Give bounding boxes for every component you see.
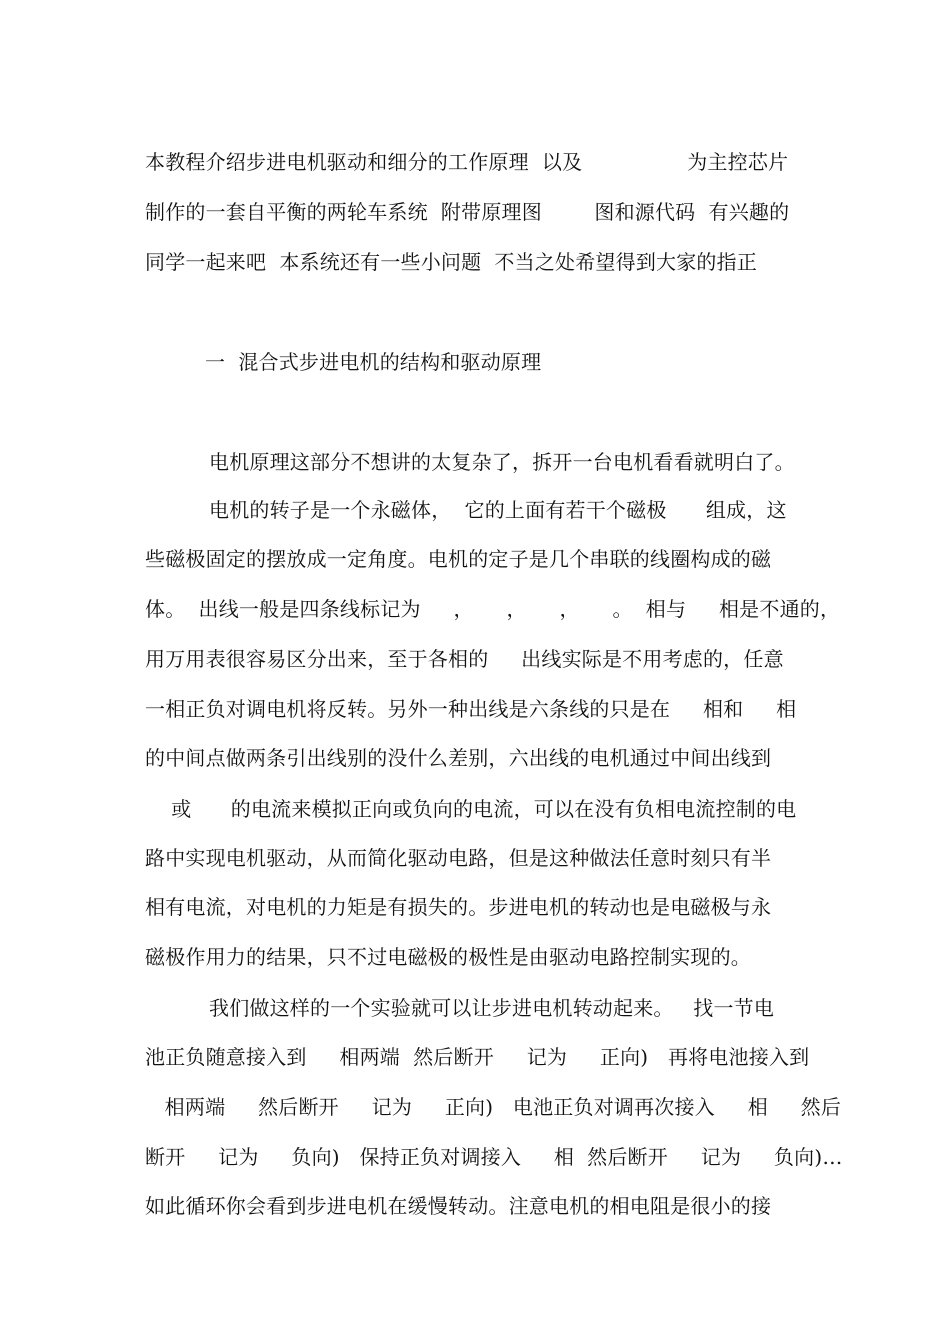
body-line-14: 相两端 然后断开 记为 正向) 电池正负对调再次接入 相 然后 — [145, 1095, 842, 1119]
body-line-3: 些磁极固定的摆放成一定角度。电机的定子是几个串联的线圈构成的磁 — [145, 547, 772, 571]
intro-line-3: 同学一起来吧 本系统还有一些小问题 不当之处希望得到大家的指正 — [145, 250, 758, 274]
intro-line-2: 制作的一套自平衡的两轮车系统 附带原理图 图和源代码 有兴趣的 — [145, 200, 790, 224]
body-line-7: 的中间点做两条引出线别的没什么差别，六出线的电机通过中间出线到 — [145, 746, 772, 770]
section-heading: 一 混合式步进电机的结构和驱动原理 — [205, 350, 542, 374]
body-line-16: 如此循环你会看到步进电机在缓慢转动。注意电机的相电阻是很小的接 — [145, 1194, 772, 1218]
intro-line-1: 本教程介绍步进电机驱动和细分的工作原理 以及 为主控芯片 — [145, 150, 789, 174]
body-line-11: 磁极作用力的结果，只不过电磁极的极性是由驱动电路控制实现的。 — [145, 945, 751, 969]
body-line-10: 相有电流，对电机的力矩是有损失的。步进电机的转动也是电磁极与永 — [145, 895, 772, 919]
body-line-4: 体。 出线一般是四条线标记为 ， ， ， 。 相与 相是不通的， — [145, 597, 841, 621]
body-line-2: 电机的转子是一个永磁体， 它的上面有若干个磁极 组成，这 — [209, 498, 787, 522]
body-line-9: 路中实现电机驱动，从而简化驱动电路，但是这种做法任意时刻只有半 — [145, 846, 772, 870]
body-line-6: 一相正负对调电机将反转。另外一种出线是六条线的只是在 相和 相 — [145, 697, 797, 721]
body-line-13: 池正负随意接入到 相两端 然后断开 记为 正向) 再将电池接入到 — [145, 1045, 810, 1069]
body-line-8: 或 的电流来模拟正向或负向的电流，可以在没有负相电流控制的电 — [145, 797, 797, 821]
body-line-12: 我们做这样的一个实验就可以让步进电机转动起来。 找一节电 — [209, 996, 775, 1020]
body-line-1: 电机原理这部分不想讲的太复杂了，拆开一台电机看看就明白了。 — [209, 450, 795, 474]
body-line-15: 断开 记为 负向) 保持正负对调接入 相 然后断开 记为 负向)… — [145, 1145, 843, 1169]
body-line-5: 用万用表很容易区分出来，至于各相的 出线实际是不用考虑的，任意 — [145, 647, 784, 671]
